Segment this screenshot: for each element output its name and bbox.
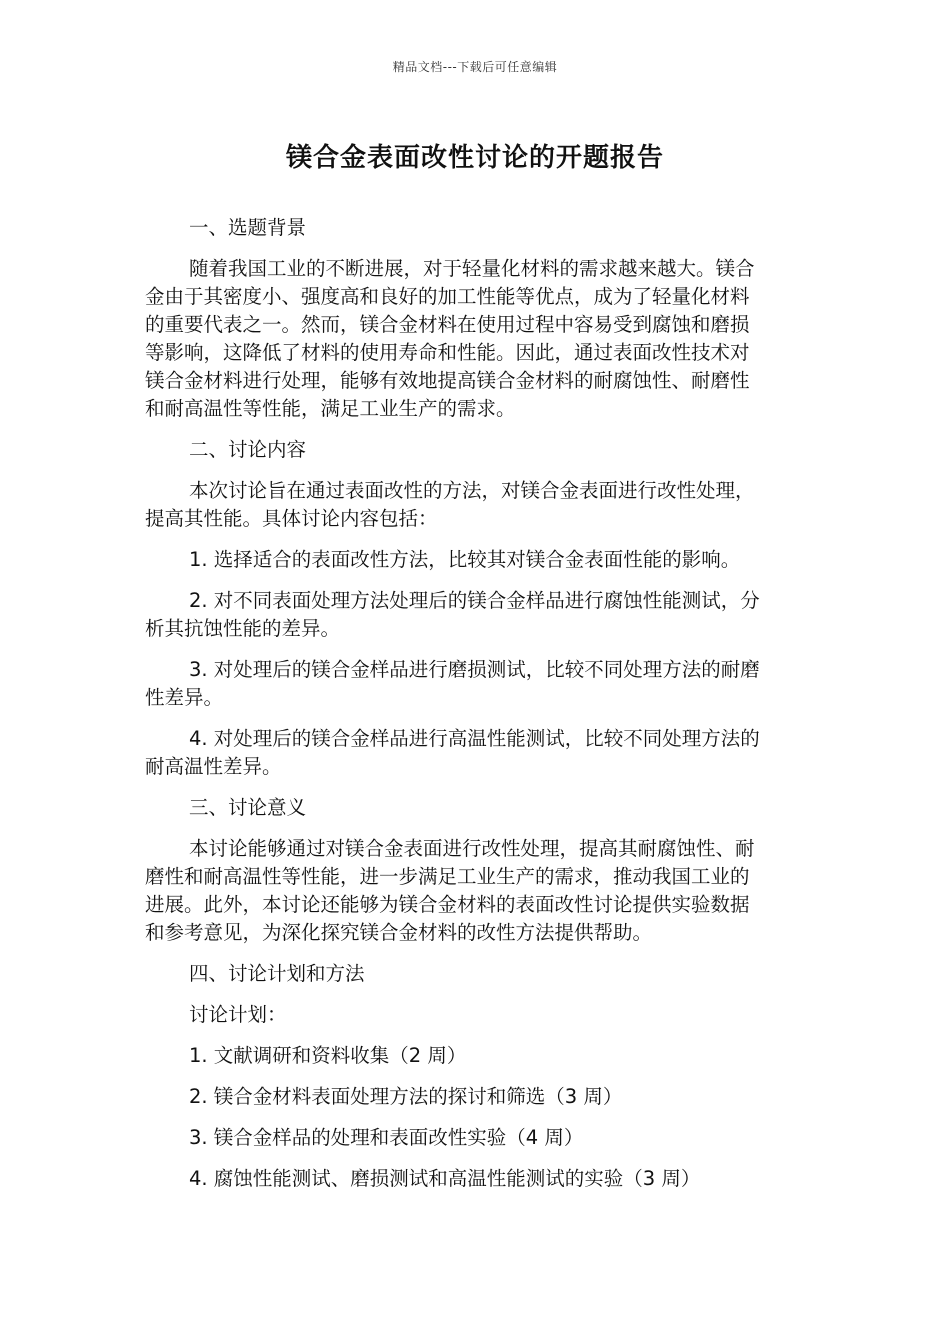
paragraph-line: 和参考意见，为深化探究镁合金材料的改性方法提供帮助。 [145, 921, 653, 944]
paragraph-line: 4. 对处理后的镁合金样品进行高温性能测试，比较不同处理方法的 [189, 727, 760, 750]
paragraph-line: 本次讨论旨在通过表面改性的方法，对镁合金表面进行改性处理， [189, 479, 755, 502]
paragraph-line: 和耐高温性等性能，满足工业生产的需求。 [145, 397, 516, 420]
paragraph-line: 磨性和耐高温性等性能，进一步满足工业生产的需求，推动我国工业的 [145, 865, 750, 888]
paragraph-line: 2. 对不同表面处理方法处理后的镁合金样品进行腐蚀性能测试，分 [189, 589, 760, 612]
paragraph-line: 性差异。 [145, 686, 224, 709]
paragraph [145, 835, 800, 947]
paragraph-line: 金由于其密度小、强度高和良好的加工性能等优点，成为了轻量化材料 [145, 285, 750, 308]
paragraph-line: 析其抗蚀性能的差异。 [145, 617, 341, 640]
section-heading: 三、讨论意义 [189, 796, 307, 819]
paragraph-line: 等影响，这降低了材料的使用寿命和性能。因此，通过表面改性技术对 [145, 341, 750, 364]
list-item: 1. 文献调研和资料收集（2 周） [189, 1044, 467, 1067]
paragraph-line: 镁合金材料进行处理，能够有效地提高镁合金材料的耐腐蚀性、耐磨性 [145, 369, 750, 392]
list-item [145, 656, 800, 712]
paragraph-line: 3. 对处理后的镁合金样品进行磨损测试，比较不同处理方法的耐磨 [189, 658, 760, 681]
plan-label: 讨论计划： [189, 1003, 287, 1026]
list-item [145, 725, 800, 781]
list-item: 3. 镁合金样品的处理和表面改性实验（4 周） [189, 1126, 584, 1149]
paragraph-line: 进展。此外，本讨论还能够为镁合金材料的表面改性讨论提供实验数据 [145, 893, 750, 916]
paragraph-line: 1. 选择适合的表面改性方法，比较其对镁合金表面性能的影响。 [189, 548, 741, 571]
page-title: 镁合金表面改性讨论的开题报告 [285, 143, 664, 173]
paragraph [145, 477, 800, 533]
list-item: 2. 镁合金材料表面处理方法的探讨和筛选（3 周） [189, 1085, 623, 1108]
list-item [145, 587, 800, 643]
document-body [145, 214, 800, 1193]
header-note: 精品文档---下载后可任意编辑 [392, 60, 558, 74]
paragraph-line: 耐高温性差异。 [145, 755, 282, 778]
section-heading: 二、讨论内容 [189, 438, 307, 461]
paragraph-line: 本讨论能够通过对镁合金表面进行改性处理，提高其耐腐蚀性、耐 [189, 837, 755, 860]
section-heading: 四、讨论计划和方法 [189, 962, 365, 985]
list-item [145, 546, 800, 574]
paragraph-line: 提高其性能。具体讨论内容包括： [145, 507, 438, 530]
paragraph [145, 255, 800, 423]
paragraph-line: 随着我国工业的不断进展，对于轻量化材料的需求越来越大。镁合 [189, 257, 755, 280]
paragraph-line: 的重要代表之一。然而，镁合金材料在使用过程中容易受到腐蚀和磨损 [145, 313, 750, 336]
section-heading: 一、选题背景 [189, 216, 307, 239]
list-item: 4. 腐蚀性能测试、磨损测试和高温性能测试的实验（3 周） [189, 1167, 701, 1190]
